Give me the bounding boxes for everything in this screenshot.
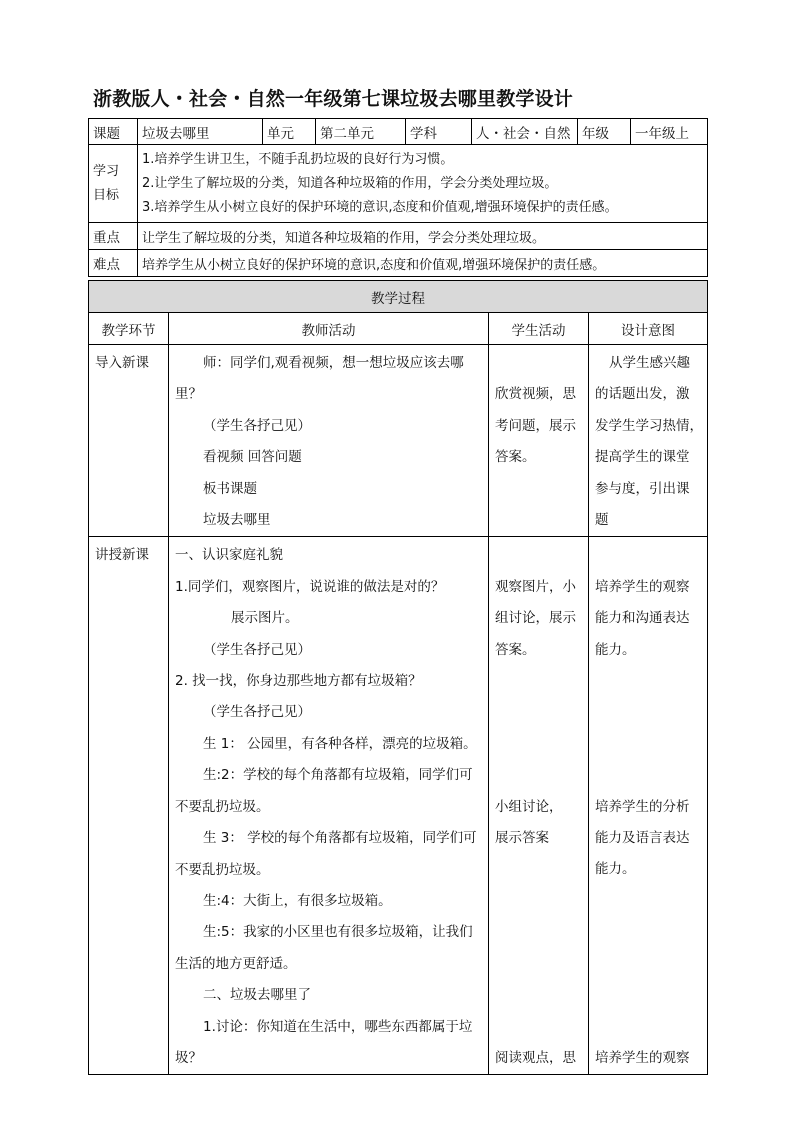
lesson-info-table <box>88 118 708 277</box>
column-header: 教师活动 <box>169 313 489 345</box>
header-row <box>89 313 708 345</box>
grade-value: 一年级上 <box>631 119 708 145</box>
subject-label: 学科 <box>406 119 472 145</box>
key-point-row <box>89 223 708 250</box>
grade-label: 年级 <box>578 119 631 145</box>
goals-label: 学习 目标 <box>89 145 138 223</box>
key-point-label: 重点 <box>89 223 138 250</box>
goals-row <box>89 145 708 223</box>
subject-value: 人・社会・自然 <box>472 119 578 145</box>
teacher-activity-new: 一、认识家庭礼貌 1.同学们，观察图片，说说谁的做法是对的？ 展示图片。 （学生各抒己见） 2. 找一找，你身边那些地方都有垃圾箱？ （学生各抒己见） 生 1： 公园里，有各种各样，漂亮的垃圾箱。 生:2：学校的每个角落都有垃圾箱，同学们可 不要乱扔垃圾。 生 3： 学校的每个角落都有垃圾箱，同学们可 不要乱扔垃圾。 生:4：大街上，有很多垃圾箱。 生:5：我家的小区里也有很多垃圾箱，让我们 生活的地方更舒适。 二、垃圾去哪里了 1.讨论：你知道在生活中，哪些东西都属于垃 圾？ <box>169 537 489 1075</box>
design-intent-new: 培养学生的观察 能力和沟通表达 能力。 培养学生的分析 能力及语言表达 能力。 培养学生的观察 <box>589 537 708 1075</box>
key-point-text: 让学生了解垃圾的分类，知道各种垃圾箱的作用，学会分类处理垃圾。 <box>138 223 708 250</box>
column-header: 设计意图 <box>589 313 708 345</box>
student-activity-new: 观察图片，小 组讨论，展示 答案。 小组讨论， 展示答案 阅读观点，思 <box>489 537 589 1075</box>
goals-list <box>138 145 708 223</box>
unit-value: 第二单元 <box>316 119 406 145</box>
teacher-activity-intro: 师：同学们,观看视频，想一想垃圾应该去哪 里？ （学生各抒己见） 看视频 回答问题 板书课题 垃圾去哪里 <box>169 345 489 537</box>
design-intent-intro: 从学生感兴趣 的话题出发，激 发学生学习热情， 提高学生的课堂 参与度，引出课 题 <box>589 345 708 537</box>
goal-item: 1.培养学生讲卫生，不随手乱扔垃圾的良好行为习惯。 <box>142 151 454 167</box>
unit-label: 单元 <box>263 119 316 145</box>
student-activity-intro: 欣赏视频，思 考问题，展示 答案。 <box>489 345 589 537</box>
info-row <box>89 119 708 145</box>
teaching-process-table <box>88 280 708 1075</box>
column-header: 教学环节 <box>89 313 169 345</box>
difficulty-label: 难点 <box>89 250 138 277</box>
difficulty-text: 培养学生从小树立良好的保护环境的意识,态度和价值观,增强环境保护的责任感。 <box>138 250 708 277</box>
intro-row <box>89 345 708 537</box>
stage-intro: 导入新课 <box>89 345 169 537</box>
new-lesson-row <box>89 537 708 1075</box>
lesson-label: 课题 <box>89 119 138 145</box>
lesson-value: 垃圾去哪里 <box>138 119 263 145</box>
section-title: 教学过程 <box>89 281 708 313</box>
goal-item: 3.培养学生从小树立良好的保护环境的意识,态度和价值观,增强环境保护的责任感。 <box>142 199 618 215</box>
difficulty-row <box>89 250 708 277</box>
stage-new-lesson: 讲授新课 <box>89 537 169 1075</box>
column-header: 学生活动 <box>489 313 589 345</box>
goal-item: 2.让学生了解垃圾的分类，知道各种垃圾箱的作用，学会分类处理垃圾。 <box>142 175 558 191</box>
document-title: 浙教版人・社会・自然一年级第七课垃圾去哪里教学设计 <box>93 88 574 110</box>
